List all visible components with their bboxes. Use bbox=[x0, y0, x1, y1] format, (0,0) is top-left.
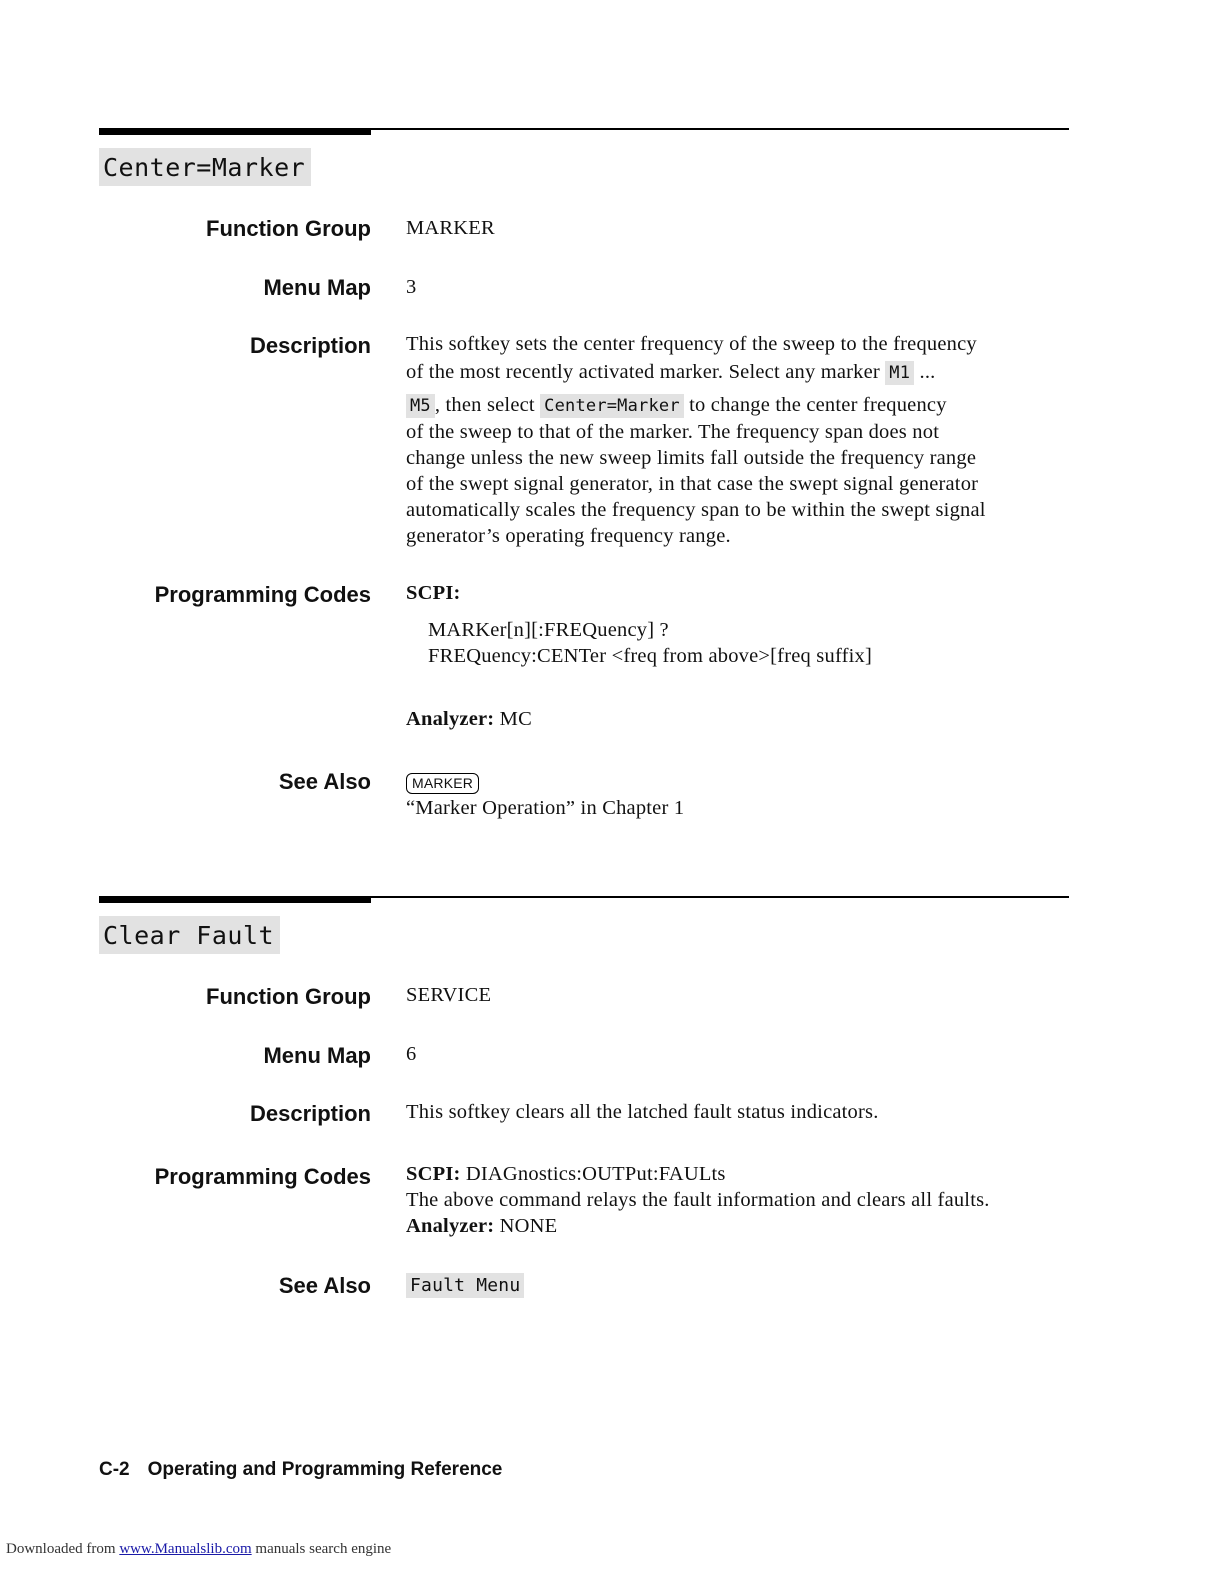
description-label: Description bbox=[249, 1101, 371, 1126]
description-text: This softkey clears all the latched fault status indicators. bbox=[406, 1101, 879, 1123]
description-fragment: to change the center frequency bbox=[689, 394, 947, 416]
function-group-label: Function Group bbox=[206, 216, 371, 241]
description-fragment: , then select bbox=[434, 394, 535, 416]
section-rule bbox=[99, 128, 1069, 136]
section-title-softkey: Center=Marker bbox=[99, 148, 311, 186]
description-line: generator’s operating frequency range. bbox=[406, 525, 731, 547]
function-group-value: MARKER bbox=[406, 217, 495, 239]
description-line: This softkey sets the center frequency of the sweep to the frequency bbox=[406, 333, 977, 355]
manualslib-link[interactable]: www.Manualslib.com bbox=[119, 1541, 252, 1557]
description-line: of the sweep to that of the marker. The frequency span does not bbox=[406, 421, 940, 443]
scpi-label: SCPI: bbox=[406, 1163, 461, 1185]
footer-title: Operating and Programming Reference bbox=[147, 1459, 503, 1480]
fault-menu-softkey: Fault Menu bbox=[406, 1273, 524, 1298]
programming-codes-label: Programming Codes bbox=[154, 1164, 371, 1189]
function-group-value: SERVICE bbox=[406, 984, 492, 1006]
programming-codes-label: Programming Codes bbox=[154, 582, 371, 607]
m1-softkey: M1 bbox=[885, 361, 914, 385]
download-suffix: manuals search engine bbox=[255, 1541, 392, 1557]
description-line: automatically scales the frequency span to be within the swept signal bbox=[406, 499, 986, 521]
function-group-label: Function Group bbox=[206, 984, 371, 1009]
marker-hardkey: MARKER bbox=[406, 773, 479, 794]
center-marker-softkey: Center=Marker bbox=[540, 394, 684, 418]
description-label: Description bbox=[249, 333, 371, 358]
description-fragment: of the most recently activated marker. Select any marker bbox=[406, 361, 880, 383]
description-line bbox=[406, 392, 1070, 419]
menu-map-value: 3 bbox=[406, 276, 417, 298]
description-fragment: ... bbox=[919, 361, 936, 383]
programming-note: The above command relays the fault information and clears all faults. bbox=[406, 1189, 990, 1211]
description-text bbox=[406, 331, 1070, 549]
menu-map-label: Menu Map bbox=[263, 275, 371, 300]
analyzer-label: Analyzer: bbox=[406, 708, 495, 730]
scpi-commands bbox=[428, 617, 1068, 669]
see-also-content bbox=[406, 1272, 1070, 1299]
description-line: change unless the new sweep limits fall outside the frequency range bbox=[406, 447, 977, 469]
scpi-command: DIAGnostics:OUTPut:FAULts bbox=[465, 1163, 726, 1185]
see-also-label: See Also bbox=[278, 769, 371, 794]
m5-softkey: M5 bbox=[406, 394, 435, 418]
scpi-label: SCPI: bbox=[406, 582, 461, 604]
analyzer-value: MC bbox=[499, 708, 532, 730]
see-also-content bbox=[406, 769, 1070, 821]
analyzer-value: NONE bbox=[499, 1215, 558, 1237]
description-line: of the swept signal generator, in that case the swept signal generator bbox=[406, 473, 979, 495]
download-prefix: Downloaded from bbox=[6, 1541, 116, 1557]
programming-codes-content bbox=[406, 1161, 1070, 1239]
description-line bbox=[406, 359, 1070, 386]
section-title-softkey: Clear Fault bbox=[99, 916, 280, 954]
see-also-reference: “Marker Operation” in Chapter 1 bbox=[406, 797, 685, 819]
page-number: C-2 bbox=[99, 1459, 130, 1480]
scpi-command-line: MARKer[n][:FREQuency] ? bbox=[428, 619, 669, 641]
download-notice bbox=[6, 1541, 391, 1558]
menu-map-value: 6 bbox=[406, 1043, 417, 1065]
analyzer-code bbox=[406, 706, 1070, 732]
see-also-label: See Also bbox=[278, 1273, 371, 1298]
analyzer-label: Analyzer: bbox=[406, 1215, 495, 1237]
page-footer bbox=[99, 1459, 502, 1481]
menu-map-label: Menu Map bbox=[263, 1043, 371, 1068]
scpi-command-line: FREQuency:CENTer <freq from above>[freq suffix] bbox=[428, 645, 872, 667]
section-rule bbox=[99, 896, 1069, 904]
